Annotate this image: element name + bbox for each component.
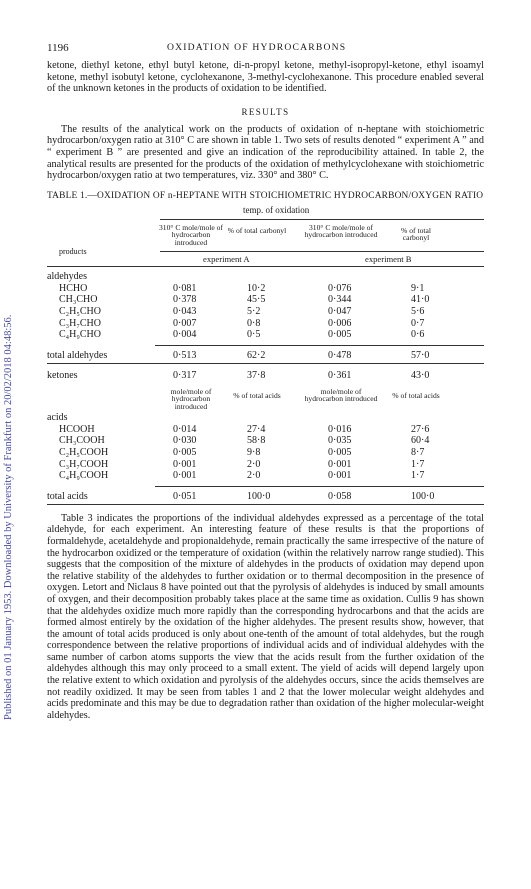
table-cell: 0·007 xyxy=(173,317,197,329)
table-cell: 0·035 xyxy=(328,435,352,447)
table-cell: 0·081 xyxy=(173,282,197,294)
table-cell: 41·0 xyxy=(411,294,430,306)
table-cell: 0·016 xyxy=(328,423,352,435)
acid-header-b1: mole/mole of hydrocarbon introduced xyxy=(304,386,378,404)
table-cell: 2·0 xyxy=(247,470,261,482)
row-label: C₂H₅COOH xyxy=(59,446,109,458)
row-label: C₃H₇CHO xyxy=(59,317,101,329)
table-caption: TABLE 1.—OXIDATION OF n-HEPTANE WITH STOICHIOMETRIC HYDROCARBON/OXYGEN RATIO xyxy=(47,190,484,201)
acid-header-a2: % of total acids xyxy=(233,390,281,400)
rule xyxy=(47,504,484,505)
acid-header-b2: % of total acids xyxy=(392,390,440,400)
row-label: C₄H₉COOH xyxy=(59,470,109,482)
table-cell: 0·361 xyxy=(328,369,352,381)
header-b1: 310° C mole/mole of hydrocarbon introduced xyxy=(304,222,378,240)
page-number: 1196 xyxy=(47,42,69,54)
table-cell: 0·378 xyxy=(173,294,197,306)
table-cell: 1·7 xyxy=(411,470,425,482)
table-cell: 0·004 xyxy=(173,329,197,341)
table-cell: 0·317 xyxy=(173,369,197,381)
table-cell: 0·014 xyxy=(173,423,197,435)
table-cell: 0·344 xyxy=(328,294,352,306)
aldehydes-label: aldehydes xyxy=(47,270,87,282)
experiment-a: experiment A xyxy=(203,253,250,264)
table-cell: 37·8 xyxy=(247,369,266,381)
table-cell: 8·7 xyxy=(411,446,425,458)
rule xyxy=(160,219,484,220)
results-table xyxy=(47,203,484,505)
acid-header-a1: mole/mole of hydrocarbon introduced xyxy=(170,386,212,411)
table-cell: 0·076 xyxy=(328,282,352,294)
table-cell: 62·2 xyxy=(247,349,266,361)
table-cell: 2·0 xyxy=(247,458,261,470)
acids-label: acids xyxy=(47,411,68,423)
table-cell: 0·001 xyxy=(328,470,352,482)
table-cell: 0·005 xyxy=(173,446,197,458)
running-header xyxy=(47,42,484,56)
rule xyxy=(155,345,484,346)
table-cell: 0·513 xyxy=(173,349,197,361)
row-label: CH₃CHO xyxy=(59,294,98,306)
table-cell: 0·8 xyxy=(247,317,261,329)
table-cell: 60·4 xyxy=(411,435,430,447)
table-cell: 1·7 xyxy=(411,458,425,470)
table-cell: 43·0 xyxy=(411,369,430,381)
row-label: C₂H₅CHO xyxy=(59,305,101,317)
table-cell: 58·8 xyxy=(247,435,266,447)
table-cell: 0·5 xyxy=(247,329,261,341)
row-label: CH₃COOH xyxy=(59,435,105,447)
table-cell: 0·6 xyxy=(411,329,425,341)
table-cell: 0·001 xyxy=(173,458,197,470)
header-a1: 310° C mole/mole of hydrocarbon introduced xyxy=(159,222,223,247)
rule xyxy=(47,266,484,267)
table-cell: 9·8 xyxy=(247,446,261,458)
experiment-b: experiment B xyxy=(365,253,412,264)
table-cell: 45·5 xyxy=(247,294,266,306)
header-b2: % of total carbonyl xyxy=(401,225,431,243)
table-cell: 10·2 xyxy=(247,282,266,294)
page xyxy=(47,42,484,721)
table-cell: 27·4 xyxy=(247,423,266,435)
row-label: total aldehydes xyxy=(47,349,108,361)
section-heading: RESULTS xyxy=(241,106,290,117)
table-cell: 0·005 xyxy=(328,446,352,458)
header-products: products xyxy=(59,246,87,256)
table-cell: 0·058 xyxy=(328,490,352,502)
table-cell: 0·005 xyxy=(328,329,352,341)
table-cell: 0·051 xyxy=(173,490,197,502)
results-paragraph: The results of the analytical work on the products of oxidation of n-heptane with stoichiometric hydrocarbon/oxygen ratio at 310° C are shown in table 1. Two sets of results denoted “ experiment A ” and “ experiment B ” are presented and give an indication of the reproducibility attained. In table 2, the analytical results are presented for the products of the oxidation of methylcyclohexane with stoichiometric hydrocarbon/oxygen ratio at two temperatures, viz. 330° and 380° C. xyxy=(47,123,484,182)
table-cell: 0·001 xyxy=(328,458,352,470)
table-cell: 0·047 xyxy=(328,305,352,317)
intro-paragraph: ketone, diethyl ketone, ethyl butyl ketone, di-n-propyl ketone, methyl-isopropyl-ketone, ethyl isoamyl ketone, methyl isobutyl ketone, cyclohexanone, 3-methyl-cyclohexanone. This procedure enabled several of the unknown ketones in the products of oxidation to be identified. xyxy=(47,60,484,95)
table-cell: 100·0 xyxy=(411,490,435,502)
table-cell: 9·1 xyxy=(411,282,425,294)
table-cell: 0·478 xyxy=(328,349,352,361)
download-notice: Published on 01 January 1953. Downloaded by University of Frankfurt on 20/02/2018 04:48:56. xyxy=(3,314,14,720)
row-label: ketones xyxy=(47,369,78,381)
header-a2: % of total carbonyl xyxy=(227,225,287,235)
row-label: HCOOH xyxy=(59,423,95,435)
table-cell: 0·001 xyxy=(173,470,197,482)
rule xyxy=(47,363,484,364)
table-cell: 5·6 xyxy=(411,305,425,317)
table-cell: 57·0 xyxy=(411,349,430,361)
discussion-paragraph: Table 3 indicates the proportions of the individual aldehydes expressed as a percentage of the total aldehyde, for each experiment. An interesting feature of these results is that the proportions of formaldehyde, acetaldehyde and propionaldehyde, remain practically the same irrespective of the nature of the hydrocarbon oxidized or the temperature of oxidation (within the relatively narrow range studied). This suggests that the composition of the mixture of aldehydes in the products of oxidation may depend upon the relative stability of the aldehydes to further oxidation or to thermal decomposition in the presence of oxygen. Letort and Niclaus 8 have pointed out that the pyrolysis of aldehydes is induced by small amounts of oxygen, and their decomposition probably takes place at the same time as oxidation. Cullis 9 has shown that the aldehydes oxidize much more rapidly than the corresponding hydrocarbons and that the acids are formed almost entirely by the oxidation of the higher aldehydes. The present results show, however, that the amount of total acids produced is only about one-tenth of the amount of total aldehydes, but the rough correspondence between the relative proportions of individual acids and of individual aldehydes with the same number of carbon atoms supports the view that the acids result from the further oxidation of the aldehydes although this may only proceed to a small extent. The yield of acids will depend largely upon the relative extent to which oxidation and pyrolysis of the aldehydes occurs, since the acids themselves are not readily oxidized. It may be seen from tables 1 and 2 that the lower molecular weight aldehydes and acids predominate and this may be due to degradation rather than oxidation of the higher molecular-weight aldehydes. xyxy=(47,512,484,721)
rule xyxy=(155,486,484,487)
table-cell: 0·043 xyxy=(173,305,197,317)
row-label: C₃H₇COOH xyxy=(59,458,109,470)
span-header: temp. of oxidation xyxy=(243,204,310,215)
table-cell: 0·006 xyxy=(328,317,352,329)
table-cell: 5·2 xyxy=(247,305,261,317)
table-cell: 0·030 xyxy=(173,435,197,447)
running-title: OXIDATION OF HYDROCARBONS xyxy=(167,42,347,53)
table-cell: 0·7 xyxy=(411,317,425,329)
row-label: total acids xyxy=(47,490,88,502)
table-cell: 100·0 xyxy=(247,490,271,502)
row-label: HCHO xyxy=(59,282,88,294)
row-label: C₄H₉CHO xyxy=(59,329,101,341)
table-cell: 27·6 xyxy=(411,423,430,435)
rule xyxy=(160,251,484,252)
